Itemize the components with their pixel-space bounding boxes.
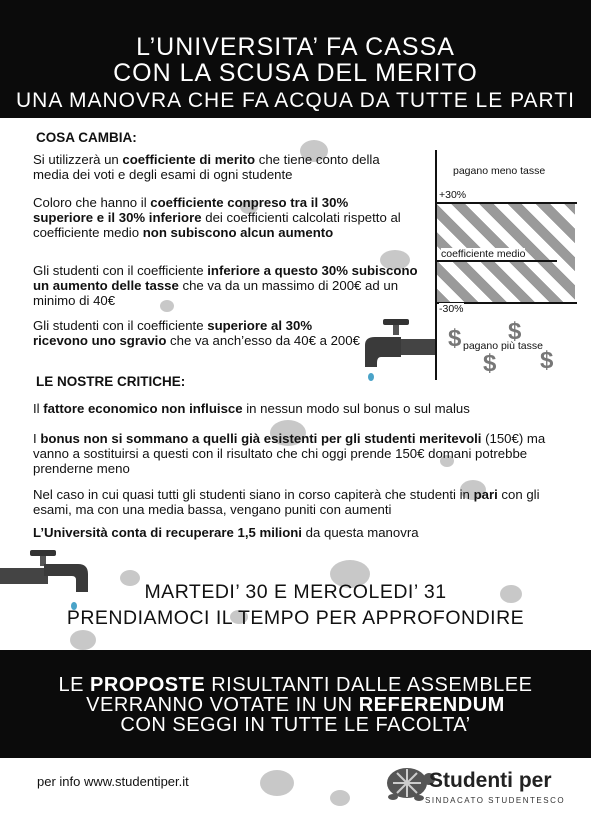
text-run: superiore al 30% ricevono uno sgravio: [33, 318, 313, 348]
text-run: bonus non si sommano a quelli già esistenti per gli studenti meritevoli: [40, 431, 482, 446]
text-run: Gli studenti con il coefficiente: [33, 263, 208, 278]
footer-line2: [0, 695, 591, 715]
text-run: coefficiente conpreso tra il 30% superiore e il 30% inferiore: [33, 195, 349, 225]
paragraph-sgravio: [33, 318, 368, 348]
dollar-icon: $: [508, 318, 522, 345]
paragraph-coefficiente: [33, 152, 408, 182]
text-run: (150€) ma vanno a sostituirsi a questi con il risultato che chi oggi prende 150€ domani potrebbe prenderne meno: [33, 431, 546, 476]
event-slogan: PRENDIAMOCI IL TEMPO PER APPROFONDIRE: [66, 607, 525, 629]
text-run: CON SEGGI IN TUTTE LE FACOLTA’: [120, 714, 471, 736]
paragraph-fattore-economico: [33, 401, 563, 416]
chart-line-plus30: [437, 202, 577, 204]
text-run: con gli esami, ma con una media bassa, vengano puniti con aumenti: [33, 487, 540, 517]
text-run: da questa manovra: [301, 525, 419, 540]
footer-line1: [0, 675, 591, 695]
text-run: VERRANNO VOTATE IN UN: [86, 694, 359, 716]
text-run: fattore economico non influisce: [43, 401, 243, 416]
chart-label-minus30: -30%: [439, 303, 464, 315]
text-run: pari: [473, 487, 498, 502]
page-title-line1: L’UNIVERSITA’ FA CASSA: [136, 33, 455, 61]
paragraph-studenti-pari: [33, 487, 548, 517]
header-banner: [0, 0, 591, 118]
text-run: Nel caso in cui quasi tutti gli studenti siano in corso capiterà che studenti in: [33, 487, 474, 502]
chart-label-mid: coefficiente medio: [441, 248, 526, 260]
page-title-line2: CON LA SCUSA DEL MERITO: [113, 59, 478, 87]
page-subtitle: UNA MANOVRA CHE FA ACQUA DA TUTTE LE PARTI: [16, 89, 575, 112]
info-link[interactable]: per info www.studentiper.it: [37, 774, 189, 789]
footer-banner: [0, 650, 591, 758]
text-run: Coloro che hanno il: [33, 195, 151, 210]
text-run: inferiore a questo 30% subiscono un aumento delle tasse: [33, 263, 418, 293]
chart-label-top: pagano meno tasse: [453, 165, 546, 177]
dollar-icon: $: [540, 347, 554, 374]
text-run: dei coefficienti calcolati rispetto al coefficiente medio: [33, 210, 401, 240]
logo-name: Studenti per: [429, 769, 552, 792]
chart-label-plus30: +30%: [439, 189, 467, 201]
chart-label-bottom: pagano più tasse: [463, 340, 543, 352]
paragraph-nessun-aumento: [33, 195, 403, 240]
faucet-icon: [355, 315, 435, 390]
text-run: L’Università conta di recuperare 1,5 milioni: [33, 525, 302, 540]
dollar-icon: $: [483, 350, 497, 377]
text-run: Il: [33, 401, 44, 416]
text-run: coefficiente di merito: [122, 152, 256, 167]
text-run: Si utilizzerà un: [33, 152, 123, 167]
paragraph-bonus: [33, 431, 563, 476]
text-run: Gli studenti con il coefficiente: [33, 318, 208, 333]
text-run: che va anch’esso da 40€ a 200€: [166, 333, 360, 348]
section-heading-cosa-cambia: COSA CAMBIA:: [36, 130, 137, 145]
text-run: che va da un massimo di 200€ ad un minimo di 40€: [33, 278, 399, 308]
event-dates: MARTEDI’ 30 E MERCOLEDI’ 31: [144, 581, 447, 603]
studenti-per-logo: [383, 755, 583, 815]
section-heading-critiche: LE NOSTRE CRITICHE:: [36, 374, 186, 389]
paragraph-aumento: [33, 263, 418, 308]
chart-line-mid: [437, 260, 557, 262]
text-run: che tiene conto della media dei voti e degli esami di ogni studente: [33, 152, 380, 182]
text-run: in nessun modo sul bonus o sul malus: [242, 401, 470, 416]
text-run: REFERENDUM: [358, 694, 505, 716]
text-run: LE: [58, 674, 91, 696]
logo-tagline: SINDACATO STUDENTESCO: [425, 796, 566, 805]
text-run: I: [33, 431, 41, 446]
paragraph-recupero: [33, 525, 563, 540]
text-run: PROPOSTE: [90, 674, 206, 696]
text-run: RISULTANTI DALLE ASSEMBLEE: [205, 674, 533, 696]
footer-line3: [0, 715, 591, 735]
text-run: non subiscono alcun aumento: [142, 225, 334, 240]
dollar-icon: $: [448, 325, 462, 352]
